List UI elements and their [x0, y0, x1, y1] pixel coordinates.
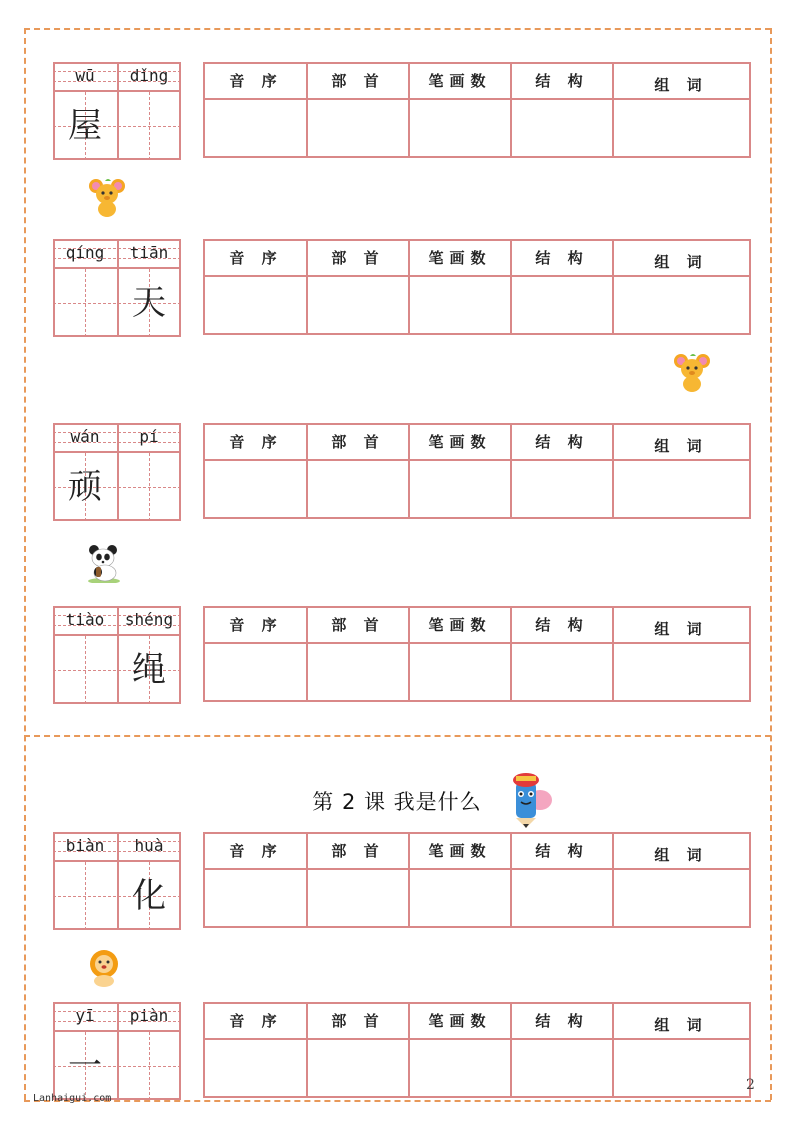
- character-grid: [53, 832, 181, 928]
- hanzi-1: 一: [68, 1046, 102, 1086]
- header-yinxu: 音 序: [229, 1012, 283, 1030]
- header-jiegou: 结 构: [535, 433, 589, 451]
- header-bihuashu: 笔画数: [428, 72, 492, 90]
- bear-icon: [672, 352, 712, 392]
- frame-bottom-border: [24, 1100, 771, 1102]
- hanzi-2: [117, 453, 181, 521]
- header-jiegou: 结 构: [535, 249, 589, 267]
- hanzi-2: [117, 92, 181, 160]
- header-bushou: 部 首: [331, 616, 385, 634]
- frame-right-border: [770, 28, 772, 1100]
- header-bihuashu: 笔画数: [428, 616, 492, 634]
- pinyin-2: pí: [139, 427, 159, 446]
- pinyin-1: wán: [70, 427, 100, 446]
- header-yinxu: 音 序: [229, 616, 283, 634]
- lion-icon: [84, 948, 124, 988]
- bear-icon: [87, 177, 127, 217]
- hanzi-1: 屋: [68, 106, 102, 146]
- pinyin-2: dǐng: [129, 66, 169, 85]
- header-zuci: 组 词: [654, 253, 708, 271]
- character-grid: [53, 1002, 181, 1098]
- pinyin-1: yī: [75, 1006, 95, 1025]
- panda-icon: [84, 543, 124, 583]
- header-zuci: 组 词: [654, 846, 708, 864]
- header-yinxu: 音 序: [229, 433, 283, 451]
- header-jiegou: 结 构: [535, 1012, 589, 1030]
- pinyin-2: piàn: [129, 1006, 169, 1025]
- info-table: [203, 423, 751, 519]
- header-bihuashu: 笔画数: [428, 1012, 492, 1030]
- character-grid: [53, 239, 181, 335]
- lesson-title: 第 2 课 我是什么: [312, 790, 482, 814]
- hanzi-2: 天: [132, 283, 166, 323]
- character-grid: [53, 62, 181, 158]
- hanzi-1: 顽: [68, 467, 102, 507]
- frame-left-border: [24, 28, 26, 1100]
- header-bihuashu: 笔画数: [428, 842, 492, 860]
- header-zuci: 组 词: [654, 620, 708, 638]
- pinyin-2: huà: [134, 836, 164, 855]
- info-table: [203, 1002, 751, 1098]
- info-table: [203, 62, 751, 158]
- pinyin-1: biàn: [65, 836, 105, 855]
- header-zuci: 组 词: [654, 1016, 708, 1034]
- character-grid: [53, 606, 181, 702]
- page-number: 2: [746, 1077, 755, 1093]
- character-grid: [53, 423, 181, 519]
- header-yinxu: 音 序: [229, 249, 283, 267]
- hanzi-1: [53, 636, 117, 704]
- pinyin-1: tiào: [65, 610, 105, 629]
- header-jiegou: 结 构: [535, 616, 589, 634]
- frame-top-border: [24, 28, 771, 30]
- header-zuci: 组 词: [654, 437, 708, 455]
- header-jiegou: 结 构: [535, 72, 589, 90]
- header-bihuashu: 笔画数: [428, 433, 492, 451]
- header-zuci: 组 词: [654, 76, 708, 94]
- header-yinxu: 音 序: [229, 72, 283, 90]
- hanzi-2: [117, 1032, 181, 1100]
- header-bihuashu: 笔画数: [428, 249, 492, 267]
- pinyin-2: shéng: [124, 610, 174, 629]
- info-table: [203, 832, 751, 928]
- header-jiegou: 结 构: [535, 842, 589, 860]
- header-bushou: 部 首: [331, 1012, 385, 1030]
- pinyin-2: tiān: [129, 243, 169, 262]
- hanzi-2: 绳: [132, 650, 166, 690]
- hanzi-1: [53, 269, 117, 337]
- info-table: [203, 606, 751, 702]
- header-yinxu: 音 序: [229, 842, 283, 860]
- header-bushou: 部 首: [331, 842, 385, 860]
- section-divider: [24, 735, 771, 737]
- header-bushou: 部 首: [331, 249, 385, 267]
- pinyin-1: wū: [75, 66, 95, 85]
- hanzi-2: 化: [132, 876, 166, 916]
- hanzi-1: [53, 862, 117, 930]
- pencil-mascot-icon: [500, 768, 558, 830]
- pinyin-1: qíng: [65, 243, 105, 262]
- site-watermark: Lanhaigui.com: [33, 1093, 112, 1104]
- header-bushou: 部 首: [331, 433, 385, 451]
- info-table: [203, 239, 751, 335]
- header-bushou: 部 首: [331, 72, 385, 90]
